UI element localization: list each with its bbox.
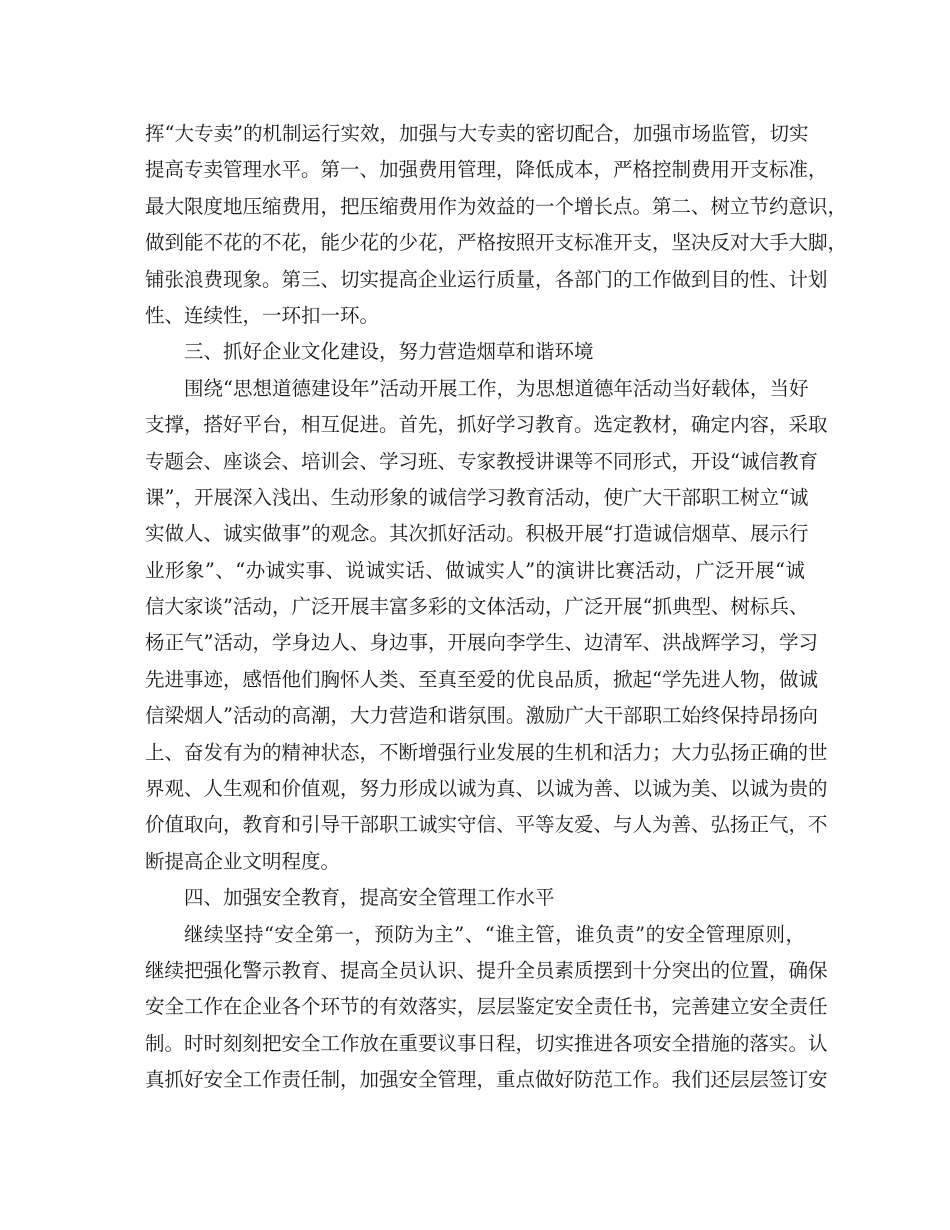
text-line: 业形象”、“办诚实事、说诚实话、做诚实人”的演讲比赛活动，广泛开展“诚 [145, 558, 805, 582]
text-line: 继续把强化警示教育、提高全员认识、提升全员素质摆到十分突出的位置，确保 [145, 958, 828, 982]
text-line: 课”，开展深入浅出、生动形象的诚信学习教育活动，使广大干部职工树立“诚 [145, 485, 809, 509]
text-line: 真抓好安全工作责任制，加强安全管理，重点做好防范工作。我们还层层签订安 [145, 1068, 828, 1092]
section-heading: 三、抓好企业文化建设，努力营造烟草和谐环境 [184, 340, 594, 364]
text-line: 围绕“思想道德建设年”活动开展工作，为思想道德年活动当好载体，当好 [184, 376, 809, 400]
text-line: 杨正气”活动，学身边人、身边事，开展向李学生、边清军、洪战辉学习，学习 [145, 631, 818, 655]
text-line: 界观、人生观和价值观，努力形成以诚为真、以诚为善、以诚为美、以诚为贵的 [145, 777, 828, 801]
text-line: 信梁烟人”活动的高潮，大力营造和谐氛围。激励广大干部职工始终保持昂扬向 [145, 704, 818, 728]
text-line: 价值取向，教育和引导干部职工诚实守信、平等友爱、与人为善、弘扬正气，不 [145, 813, 828, 837]
text-line: 挥“大专卖”的机制运行实效，加强与大专卖的密切配合，加强市场监管，切实 [145, 122, 809, 145]
text-line: 专题会、座谈会、培训会、学习班、专家教授讲课等不同形式，开设“诚信教育 [145, 449, 818, 473]
text-line: 先进事迹，感悟他们胸怀人类、至真至爱的优良品质，掀起“学先进人物，做诚 [145, 667, 818, 691]
text-line: 制。时时刻刻把安全工作放在重要议事日程，切实推进各项安全措施的落实。认 [145, 1031, 828, 1055]
text-line: 支撑，搭好平台，相互促进。首先，抓好学习教育。选定教材，确定内容，采取 [145, 413, 828, 437]
text-line: 提高专卖管理水平。第一、加强费用管理，降低成本，严格控制费用开支标准， [145, 158, 828, 182]
text-line: 实做人、诚实做事”的观念。其次抓好活动。积极开展“打造诚信烟草、展示行 [145, 522, 809, 546]
text-line: 信大家谈”活动，广泛开展丰富多彩的文体活动，广泛开展“抓典型、树标兵、 [145, 595, 809, 619]
text-line: 铺张浪费现象。第三、切实提高企业运行质量，各部门的工作做到目的性、计划 [145, 267, 828, 291]
text-line: 性、连续性，一环扣一环。 [145, 303, 380, 327]
text-line: 最大限度地压缩费用，把压缩费用作为效益的一个增长点。第二、树立节约意识， [145, 194, 848, 218]
document-body [145, 116, 848, 1099]
text-line: 做到能不花的不花，能少花的少花，严格按照开支标准开支，坚决反对大手大脚， [145, 231, 848, 255]
text-line: 继续坚持“安全第一，预防为主”、“谁主管，谁负责”的安全管理原则， [184, 922, 805, 946]
text-line: 上、奋发有为的精神状态，不断增强行业发展的生机和活力；大力弘扬正确的世 [145, 740, 828, 764]
text-line: 安全工作在企业各个环节的有效落实，层层鉴定安全责任书，完善建立安全责任 [145, 995, 828, 1019]
text-line: 断提高企业文明程度。 [145, 849, 341, 873]
section-heading: 四、加强安全教育，提高安全管理工作水平 [184, 886, 555, 910]
